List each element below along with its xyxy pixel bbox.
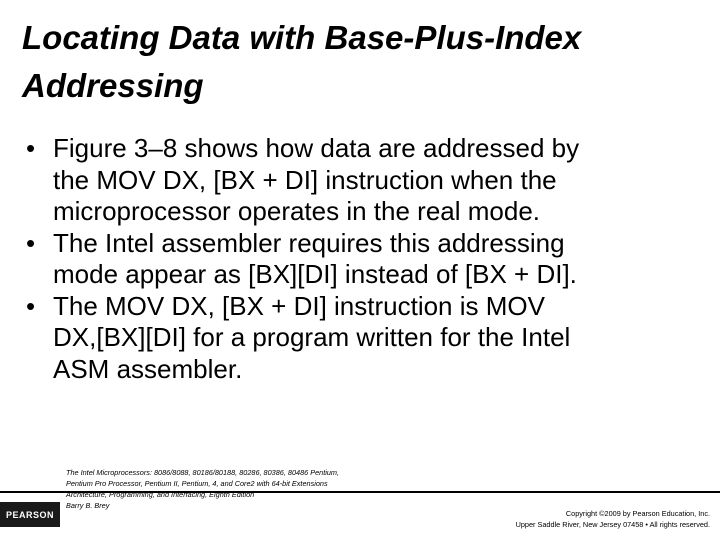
pearson-logo bbox=[0, 502, 60, 527]
pearson-logo-text: PEARSON bbox=[5, 509, 54, 520]
bullet-line: The Intel assembler requires this addressing bbox=[53, 227, 565, 258]
bullet-item bbox=[24, 228, 704, 291]
book-reference-line: Architecture, Programming, and Interfacing, Eighth Edition bbox=[66, 490, 255, 499]
slide-title-line: Addressing bbox=[22, 67, 204, 104]
bullet-marker: • bbox=[26, 133, 36, 163]
copyright-notice bbox=[516, 508, 710, 530]
bullet-item bbox=[24, 291, 704, 386]
book-reference bbox=[66, 467, 396, 511]
bullet-item bbox=[24, 133, 704, 228]
bullet-line: DX,[BX][DI] for a program written for the Intel bbox=[53, 322, 571, 352]
bullet-line: mode appear as [BX][DI] instead of [BX + DI]. bbox=[53, 259, 577, 289]
bullet-line: the MOV DX, [BX + DI] instruction when the bbox=[53, 164, 557, 195]
bullet-line: Figure 3–8 shows how data are addressed by bbox=[53, 133, 580, 163]
bullet-marker: • bbox=[26, 227, 36, 258]
slide-title bbox=[22, 14, 712, 110]
copyright-line: Upper Saddle River, New Jersey 07458 • All rights reserved. bbox=[515, 520, 710, 529]
book-reference-line: Barry B. Brey bbox=[66, 501, 110, 510]
bullet-line: ASM assembler. bbox=[53, 353, 243, 384]
bullet-list bbox=[24, 133, 704, 385]
bullet-line: microprocessor operates in the real mode. bbox=[53, 196, 541, 226]
copyright-line: Copyright ©2009 by Pearson Education, Inc. bbox=[565, 509, 710, 518]
bullet-line: The MOV DX, [BX + DI] instruction is MOV bbox=[53, 290, 545, 321]
bullet-marker: • bbox=[26, 290, 36, 321]
slide-title-line: Locating Data with Base-Plus-Index bbox=[22, 19, 582, 56]
book-reference-line: Pentium Pro Processor, Pentium II, Pentium, 4, and Core2 with 64-bit Extensions bbox=[66, 479, 328, 488]
book-reference-line: The Intel Microprocessors: 8086/8088, 80186/80188, 80286, 80386, 80486 Pentium, bbox=[66, 468, 340, 477]
